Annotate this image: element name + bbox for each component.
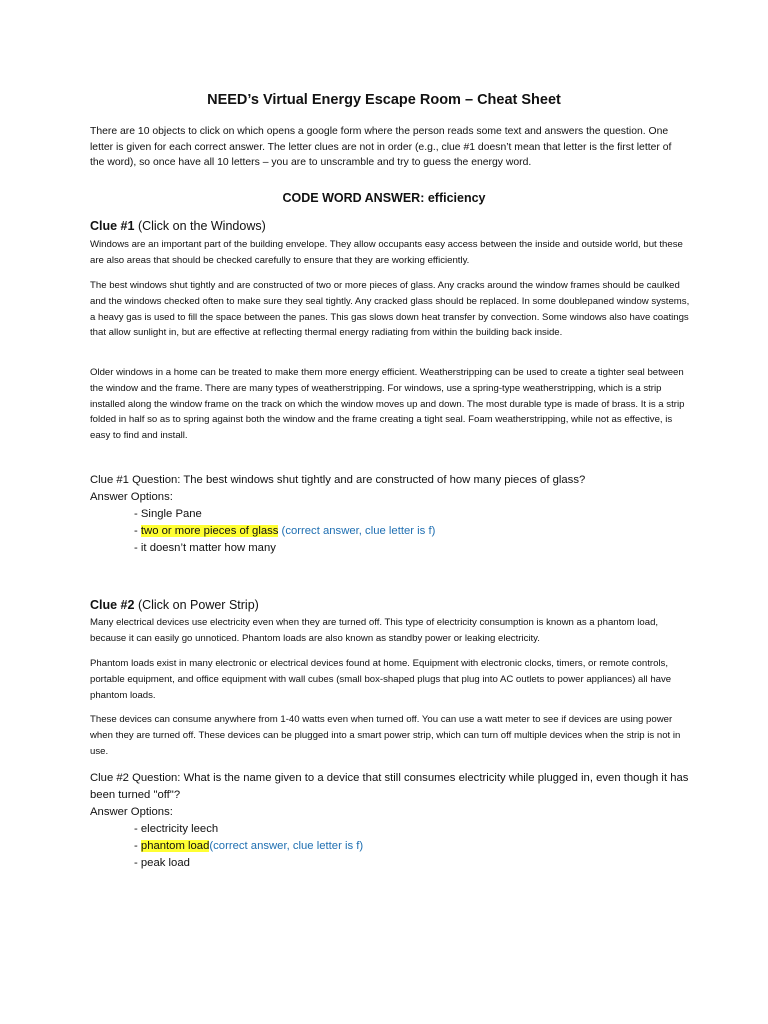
- clue-2-question: Clue #2 Question: What is the name given to a device that still consumes electricity while plugged in, even though it has been turned "off"?: [90, 772, 689, 801]
- clue-2-hint: (Click on Power Strip): [134, 598, 259, 612]
- correct-answer-note: (correct answer, clue letter is f): [209, 840, 364, 852]
- clue-1-hint: (Click on the Windows): [134, 219, 266, 233]
- clue-1-paragraph: The best windows shut tightly and are constructed of two or more pieces of glass. Any cracks around the window frames should be caulked and the windows checked often to make sure they seal tightly. Any cracked glass should be replaced. In some doublepaned window systems, a heavy gas is used to fill the space between the panes. This gas slows down heat transfer by convection. Some windows also have coatings that allow sunlight in, but are effective at reflecting thermal energy radiating from within the building back inside.: [90, 280, 690, 339]
- clue-1-option: - it doesn’t matter how many: [134, 542, 276, 554]
- clue-1-question: Clue #1 Question: The best windows shut tightly and are constructed of how many pieces of glass?: [90, 474, 586, 486]
- clue-1-paragraph: Windows are an important part of the building envelope. They allow occupants easy access between the inside and outside world, but these are also areas that should be checked carefully to ensure that they are working efficiently.: [90, 239, 683, 266]
- clue-1-paragraph: Older windows in a home can be treated to make them more energy efficient. Weatherstripping can be used to create a tighter seal between the window and the frame. There are many types of weatherstripping. For windows, use a spring-type weatherstripping, which is a strip installed along the window frame on the track on which the window moves up and down. The most durable type is made of brass. It is a strip folded in half so as to spring against both the window and the frame creating a tight seal. Foam weatherstripping, while not as effective, is easy to find and install.: [90, 367, 685, 442]
- correct-answer-highlight: two or more pieces of glass: [140, 525, 279, 537]
- clue-2-option: - peak load: [134, 857, 190, 869]
- clue-1-heading: [90, 219, 266, 233]
- code-word-answer: CODE WORD ANSWER: efficiency: [282, 191, 486, 205]
- correct-answer-note: (correct answer, clue letter is f): [278, 525, 436, 537]
- clue-2-label: Clue #2: [90, 598, 135, 612]
- clue-2-answer-label: Answer Options:: [90, 806, 173, 818]
- intro-paragraph: There are 10 objects to click on which opens a google form where the person reads some text and answers the question. One letter is given for each correct answer. The letter clues are not in order (e.g., clue #1 doesn’t mean that letter is the first letter of the word), so once have all 10 letters – you are to unscramble and try to guess the energy word.: [90, 126, 672, 168]
- option-prefix: -: [134, 840, 141, 852]
- clue-1-answer-label: Answer Options:: [90, 491, 173, 503]
- clue-1-option-correct: [134, 523, 435, 539]
- clue-1-label: Clue #1: [90, 219, 135, 233]
- clue-2-paragraph: Many electrical devices use electricity even when they are turned off. This type of electricity consumption is known as a phantom load, because it can easily go unnoticed. Phantom loads are also known as standby power or leaking electricity.: [90, 617, 659, 644]
- clue-2-option: - electricity leech: [134, 823, 219, 835]
- clue-1-option: - Single Pane: [134, 508, 202, 520]
- clue-2-paragraph: These devices can consume anywhere from 1-40 watts even when turned off. You can use a watt meter to see if devices are using power when they are turned off. These devices can be plugged into a smart power strip, which can turn off multiple devices when the strip is not in use.: [90, 714, 681, 757]
- clue-2-paragraph: Phantom loads exist in many electronic or electrical devices found at home. Equipment with electronic clocks, timers, or remote controls, portable equipment, and office equipment with wall cubes (small box-shaped plugs that plug into AC outlets to power appliances) all have phantom loads.: [90, 658, 672, 701]
- clue-2-heading: [90, 598, 259, 612]
- option-prefix: -: [134, 525, 141, 537]
- clue-2-option-correct: [134, 838, 363, 854]
- correct-answer-highlight: phantom load: [140, 840, 210, 852]
- page-title: NEED’s Virtual Energy Escape Room – Cheat Sheet: [207, 92, 561, 108]
